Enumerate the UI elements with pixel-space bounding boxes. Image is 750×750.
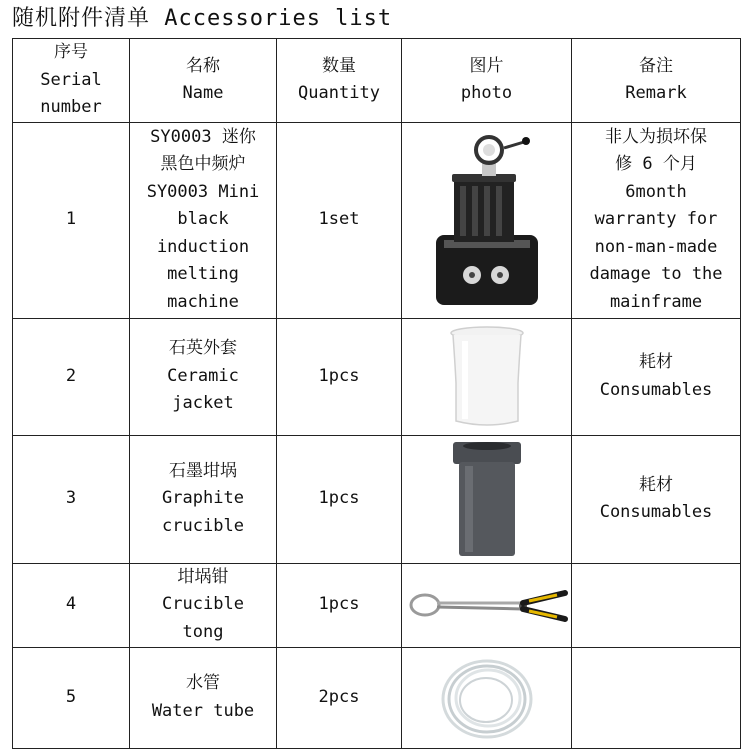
page-title: 随机附件清单 Accessories list (12, 6, 393, 31)
name-line: machine (167, 291, 239, 312)
name-line: SY0003 Mini (146, 181, 260, 202)
table-row (13, 435, 741, 563)
name-cell (130, 647, 277, 748)
ceramic-jacket-icon (442, 323, 532, 431)
name-cell (130, 318, 277, 435)
header-name (130, 39, 277, 123)
header-photo-en: photo (460, 83, 513, 104)
name-line: jacket (172, 393, 234, 414)
name-cell (130, 563, 277, 647)
header-quantity-en: Quantity (298, 83, 380, 104)
serial-cell: 5 (13, 647, 130, 748)
remark-line: 非人为损坏保 (605, 126, 707, 147)
remark-line: mainframe (609, 291, 703, 312)
name-line: Ceramic (167, 365, 239, 386)
header-serial-cn: 序号 (54, 42, 88, 62)
graphite-crucible-icon (447, 438, 527, 560)
name-line: Graphite (162, 488, 244, 509)
quantity-cell: 1pcs (277, 563, 402, 647)
water-tube-icon (437, 653, 537, 743)
name-line: crucible (162, 515, 244, 536)
remark-line: Consumables (599, 502, 713, 522)
quantity-cell: 1pcs (277, 318, 402, 435)
induction-furnace-icon (432, 130, 542, 310)
table-row (13, 122, 741, 318)
photo-cell (402, 318, 572, 435)
quantity-cell: 1pcs (277, 435, 402, 563)
remark-line: damage to the (589, 264, 723, 285)
quantity-cell: 2pcs (277, 647, 402, 748)
table-row (13, 647, 741, 748)
remark-line: 耗材 (639, 474, 673, 495)
remark-cell (572, 318, 741, 435)
serial-cell: 2 (13, 318, 130, 435)
accessories-table (12, 38, 741, 749)
table-row (13, 563, 741, 647)
header-name-en: Name (182, 83, 224, 104)
quantity-cell: 1set (277, 122, 402, 318)
name-line: induction (156, 236, 250, 257)
header-photo-cn: 图片 (469, 55, 504, 76)
header-remark (572, 39, 741, 123)
remark-line: Consumables (599, 379, 713, 400)
name-line: melting (167, 264, 239, 285)
photo-cell (402, 647, 572, 748)
header-remark-en: Remark (625, 83, 687, 104)
serial-cell: 1 (13, 122, 130, 318)
name-cell (130, 122, 277, 318)
header-serial (13, 39, 130, 123)
name-line: 黑色中频炉 (160, 154, 246, 175)
remark-line: 耗材 (639, 352, 673, 372)
remark-cell (572, 435, 741, 563)
header-name-cn: 名称 (186, 55, 220, 76)
name-cell (130, 435, 277, 563)
name-line: 水管 (186, 673, 220, 693)
header-quantity (277, 39, 402, 123)
header-row (13, 39, 741, 123)
remark-cell (572, 122, 741, 318)
photo-cell (402, 435, 572, 563)
name-line: 石墨坩埚 (169, 460, 237, 481)
photo-cell (402, 122, 572, 318)
header-remark-cn: 备注 (639, 55, 673, 76)
remark-line: 6month (625, 181, 687, 202)
table-row (13, 318, 741, 435)
name-line: Crucible (162, 594, 244, 615)
serial-cell: 4 (13, 563, 130, 647)
remark-line: warranty for (594, 209, 718, 230)
header-photo (402, 39, 572, 123)
name-line: SY0003 迷你 (150, 126, 256, 147)
header-quantity-cn: 数量 (322, 55, 356, 76)
serial-cell: 3 (13, 435, 130, 563)
header-serial-en-1: Serial (40, 69, 102, 90)
name-line: 石英外套 (169, 338, 237, 359)
remark-cell (572, 563, 741, 647)
name-line: black (177, 209, 229, 230)
name-line: Water tube (151, 700, 255, 721)
crucible-tong-icon (405, 585, 569, 625)
name-line: 坩埚钳 (177, 566, 229, 587)
remark-line: 修 6 个月 (615, 154, 697, 175)
name-line: tong (182, 621, 224, 642)
remark-line: non-man-made (594, 236, 718, 257)
remark-cell (572, 647, 741, 748)
header-serial-en-2: number (40, 97, 102, 117)
photo-cell (402, 563, 572, 647)
